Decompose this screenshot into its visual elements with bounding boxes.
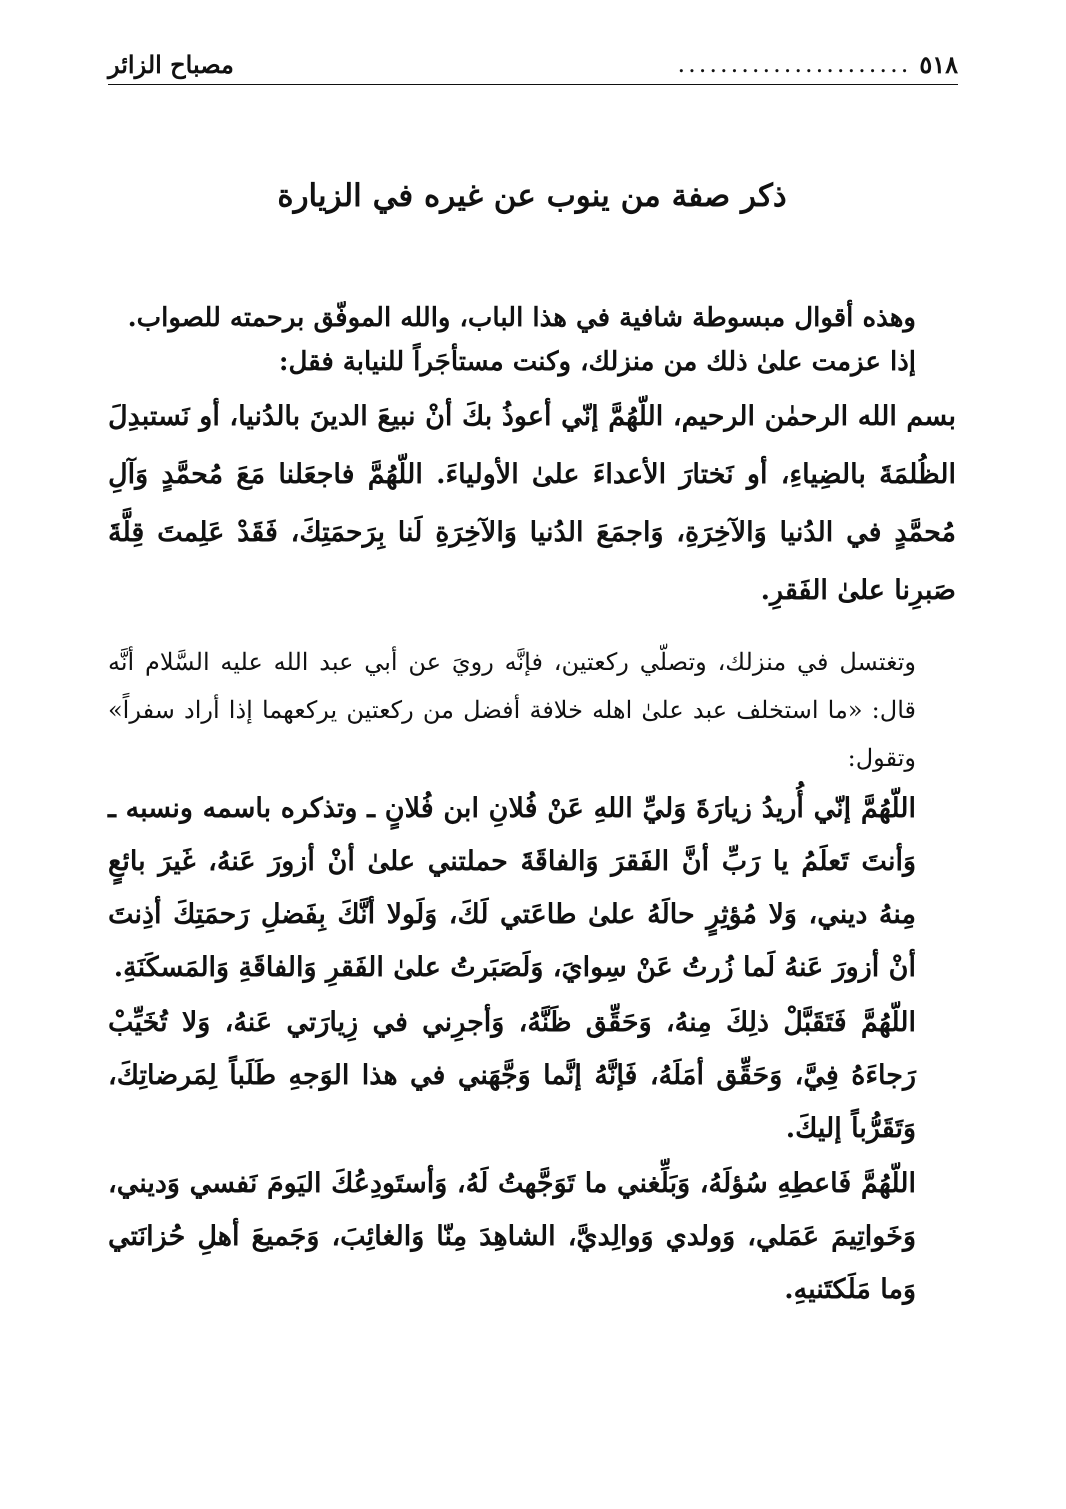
supplication-intention: اللّهُمَّ إنّي أُريدُ زيارَةَ وَليِّ اللهِ عَنْ فُلانِ ابن فُلانٍ ـ وتذكره باسمه ونسبه ـ وَأنتَ تَعلَمُ يا رَبِّ أنَّ الفَقرَ وَالفاقَةَ حملتني علىٰ أنْ أزورَ عَنهُ، غَيرَ بائعٍ مِنهُ ديني، وَلا مُؤثِرٍ حالَهُ علىٰ طاعَتي لَكَ، وَلَولا أنَّكَ بِفَضلِ رَحمَتِكَ أذِنتَ أنْ أزورَ عَنهُ لَما زُرتُ عَنْ سِوايَ، وَلَصَبَرتُ علىٰ الفَقرِ وَالفاقَةِ وَالمَسكَنَةِ.	[108, 793, 916, 983]
running-header	[108, 44, 958, 85]
supplication-opening: بسم الله الرحمٰن الرحيم، اللّهُمَّ إنّي أعوذُ بكَ أنْ نبيعَ الدينَ بالدُنيا، أو نَستبدِلَ الظُلمَةَ بالضِياءِ، أو نَختارَ الأعداءَ علىٰ الأولياءَ. اللّهُمَّ فاجعَلنا مَعَ مُحمَّدٍ وَآلِ مُحمَّدٍ في الدُنيا وَالآخِرَةِ، وَاجمَعَ الدُنيا وَالآخِرَةِ لَنا بِرَحمَتِكَ، فَقَدْ عَلِمتَ قِلَّةَ صَبرِنا علىٰ الفَقرِ.	[108, 401, 957, 606]
page-number: ٥١٨	[919, 49, 958, 79]
section-title: ذكر صفة من ينوب عن غيره في الزيارة	[277, 178, 787, 214]
supplication-acceptance: اللّهُمَّ فَتَقَبَّلْ ذلِكَ مِنهُ، وَحَقِّق ظَنَّهُ، وَأجرِني في زِيارَتي عَنهُ، وَلا تُخَيِّبْ رَجاءَهُ فِيَّ، وَحَقِّق أمَلَهُ، فَإنَّهُ إنَّما وَجَّهَني في هذا الوَجهِ طَلَباً لِمَرضاتِكَ، وَتَقَرُّباً إليكَ.	[108, 1007, 916, 1144]
narration-paragraph: وتغتسل في منزلك، وتصلّي ركعتين، فإنَّه رويَ عن أبي عبد الله عليه السَّلام أنَّه قال: «ما استخلف عبد علىٰ اهله خلافة أفضل من ركعتين يركعهما إذا أراد سفراً» وتقول:	[108, 648, 916, 772]
page-body	[108, 296, 956, 1316]
intro-line-1: وهذه أقوال مبسوطة شافية في هذا الباب، والله الموفّق برحمته للصواب.	[127, 303, 916, 333]
dot-leader: ......................	[677, 50, 912, 78]
intro-line-2: إذا عزمت علىٰ ذلك من منزلك، وكنت مستأجَراً للنيابة فقل:	[278, 347, 916, 377]
supplication-entrustment: اللّهُمَّ فَاعطِهِ سُؤلَهُ، وَبَلِّغني ما تَوَجَّهتُ لَهُ، وَأستَودِعُكَ اليَومَ نَفسي وَديني، وَخَواتِيمَ عَمَلي، وَولدي وَوالِديَّ، الشاهِدَ مِنّا وَالغائِبَ، وَجَميعَ أهلِ حُزانَتي وَما مَلَكتَنيهِ.	[108, 1168, 916, 1305]
intro-paragraph	[108, 296, 956, 384]
book-title: مصباح الزائر	[108, 49, 234, 79]
